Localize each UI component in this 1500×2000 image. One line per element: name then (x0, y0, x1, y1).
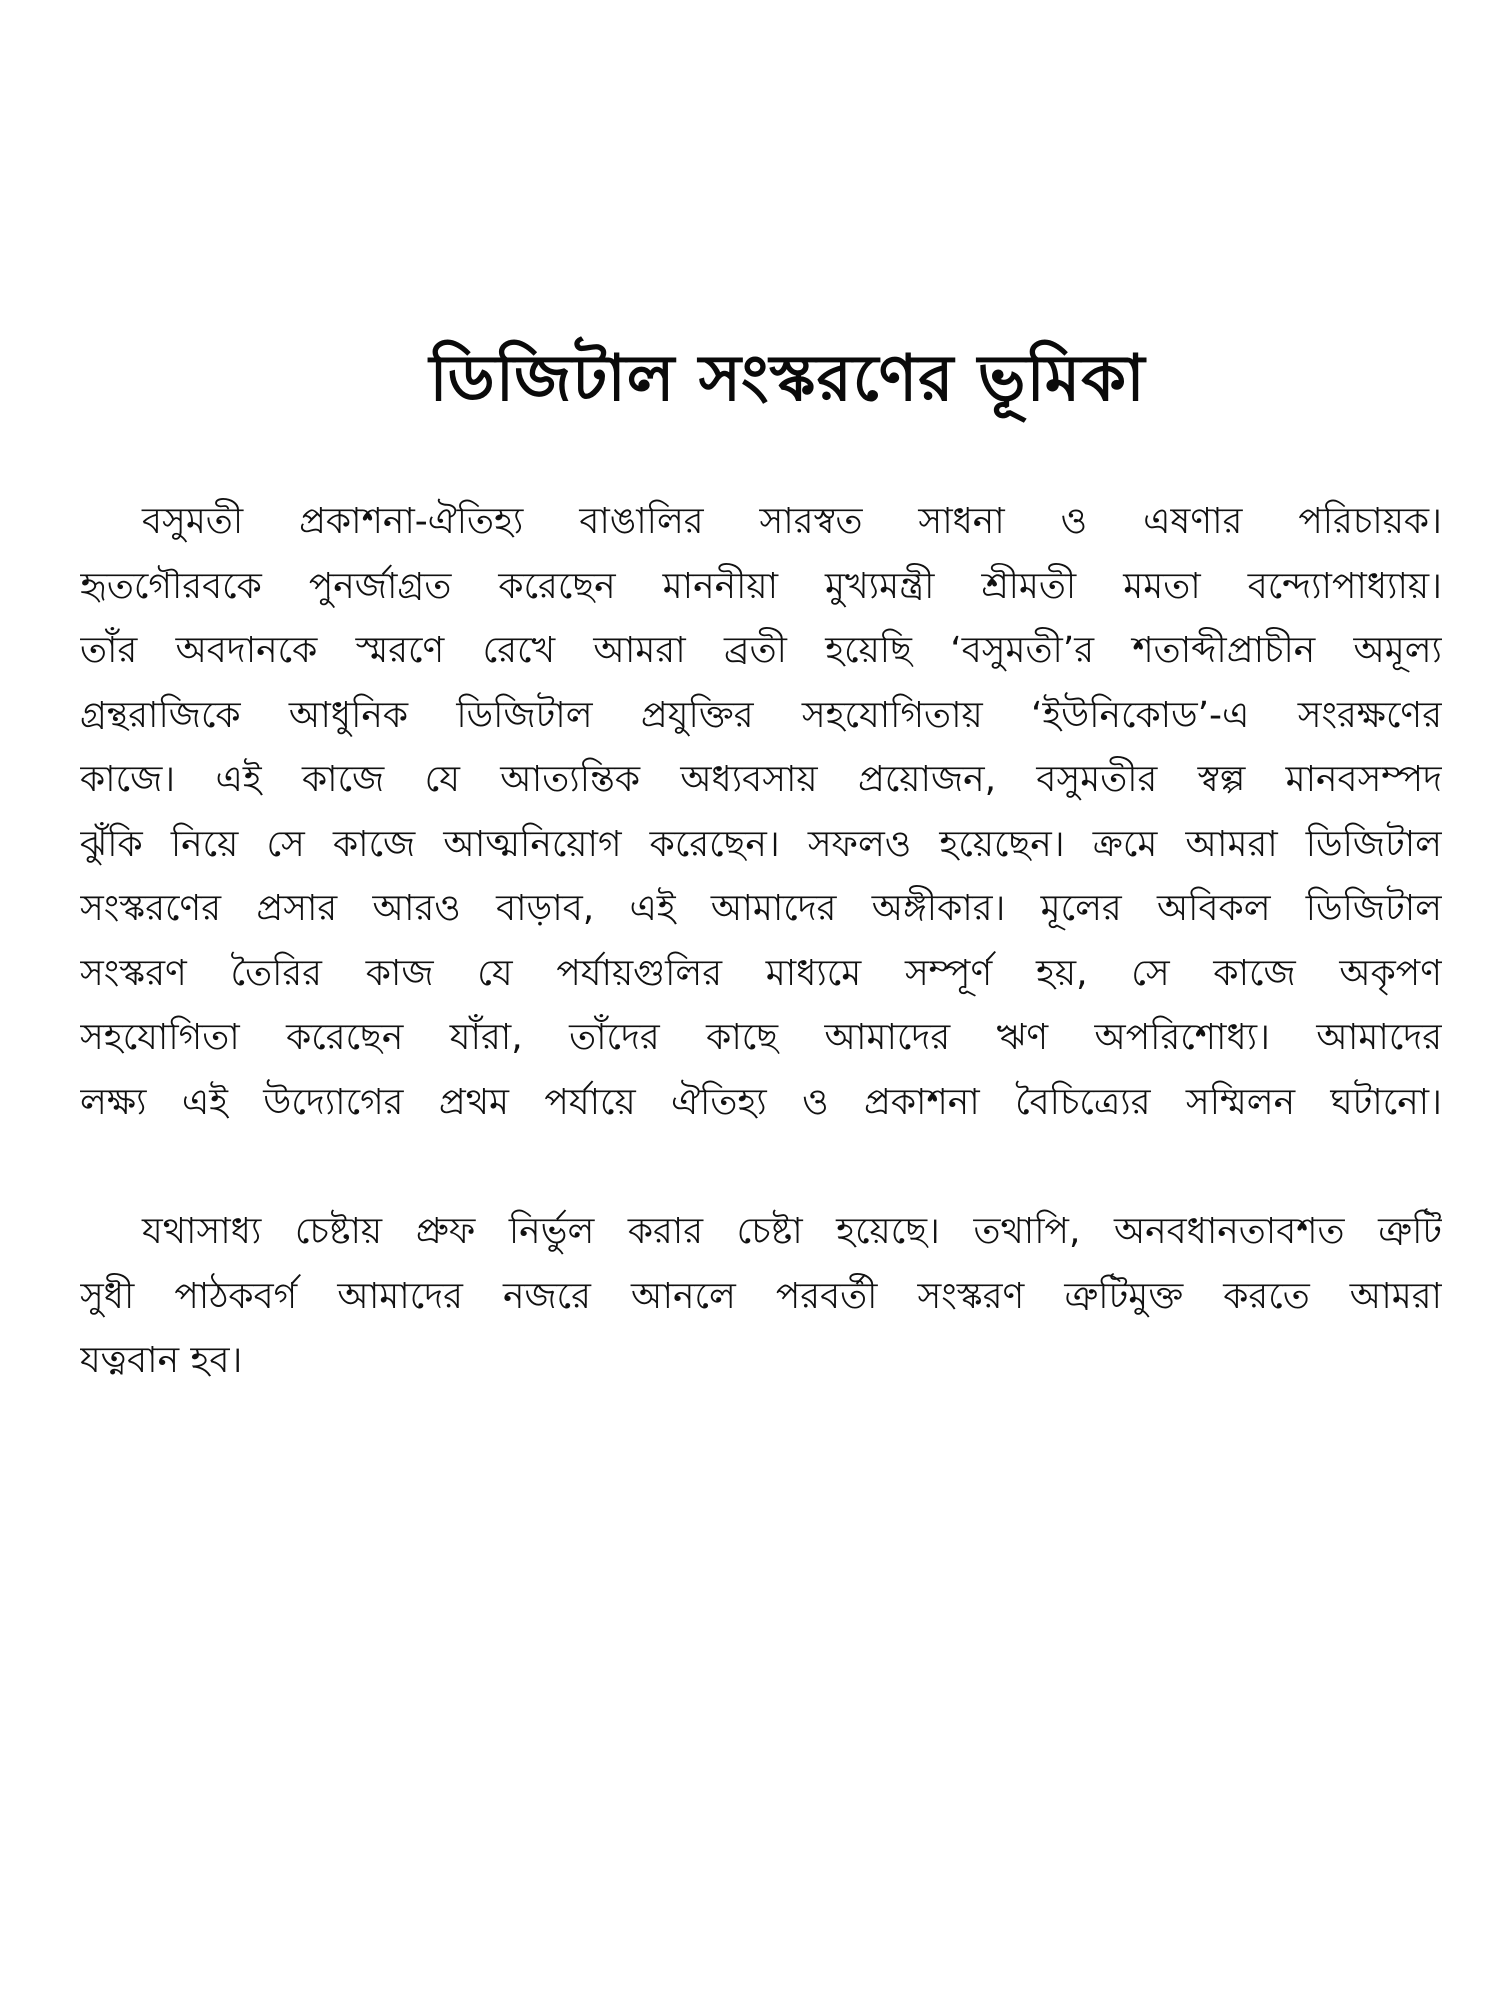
text-line: তাঁর অবদানকে স্মরণে রেখে আমরা ব্রতী হয়েছি ‘বসুমতী’র শতাব্দীপ্রাচীন অমূল্য (80, 630, 1442, 671)
text-line: ঝুঁকি নিয়ে সে কাজে আত্মনিয়োগ করেছেন। সফলও হয়েছেন। ক্রমে আমরা ডিজিটাল (80, 823, 1442, 865)
paragraph-intro (80, 490, 1442, 1135)
text-line: সহযোগিতা করেছেন যাঁরা, তাঁদের কাছে আমাদের ঋণ অপরিশোধ্য। আমাদের (80, 1017, 1442, 1058)
text-line: হৃতগৌরবকে পুনর্জাগ্রত করেছেন মাননীয়া মুখ্যমন্ত্রী শ্রীমতী মমতা বন্দ্যোপাধ্যায়। (80, 565, 1442, 607)
text-line: বসুমতী প্রকাশনা-ঐতিহ্য বাঙালির সারস্বত সাধনা ও এষণার পরিচায়ক। (142, 501, 1442, 542)
text-line: লক্ষ্য এই উদ্যোগের প্রথম পর্যায়ে ঐতিহ্য ও প্রকাশনা বৈচিত্র্যের সম্মিলন ঘটানো। (80, 1081, 1442, 1123)
text-line: সংস্করণ তৈরির কাজ যে পর্যায়গুলির মাধ্যমে সম্পূর্ণ হয়, সে কাজে অকৃপণ (80, 952, 1442, 994)
page-title: ডিজিটাল সংস্করণের ভূমিকা (429, 342, 1146, 416)
text-line: যত্নবান হব। (80, 1340, 243, 1381)
text-line: গ্রন্থরাজিকে আধুনিক ডিজিটাল প্রযুক্তির সহযোগিতায় ‘ইউনিকোড’-এ সংরক্ষণের (80, 694, 1442, 736)
text-line: সংস্করণের প্রসার আরও বাড়াব, এই আমাদের অঙ্গীকার। মূলের অবিকল ডিজিটাল (80, 888, 1442, 929)
text-line: কাজে। এই কাজে যে আত্যন্তিক অধ্যবসায় প্রয়োজন, বসুমতীর স্বল্প মানবসম্পদ (80, 759, 1442, 800)
text-line: যথাসাধ্য চেষ্টায় প্রুফ নির্ভুল করার চেষ্টা হয়েছে। তথাপি, অনবধানতাবশত ত্রুটি (142, 1211, 1442, 1252)
paragraph-proofing-note (80, 1200, 1442, 1394)
text-line: সুধী পাঠকবর্গ আমাদের নজরে আনলে পরবর্তী সংস্করণ ত্রুটিমুক্ত করতে আমরা (80, 1275, 1442, 1317)
